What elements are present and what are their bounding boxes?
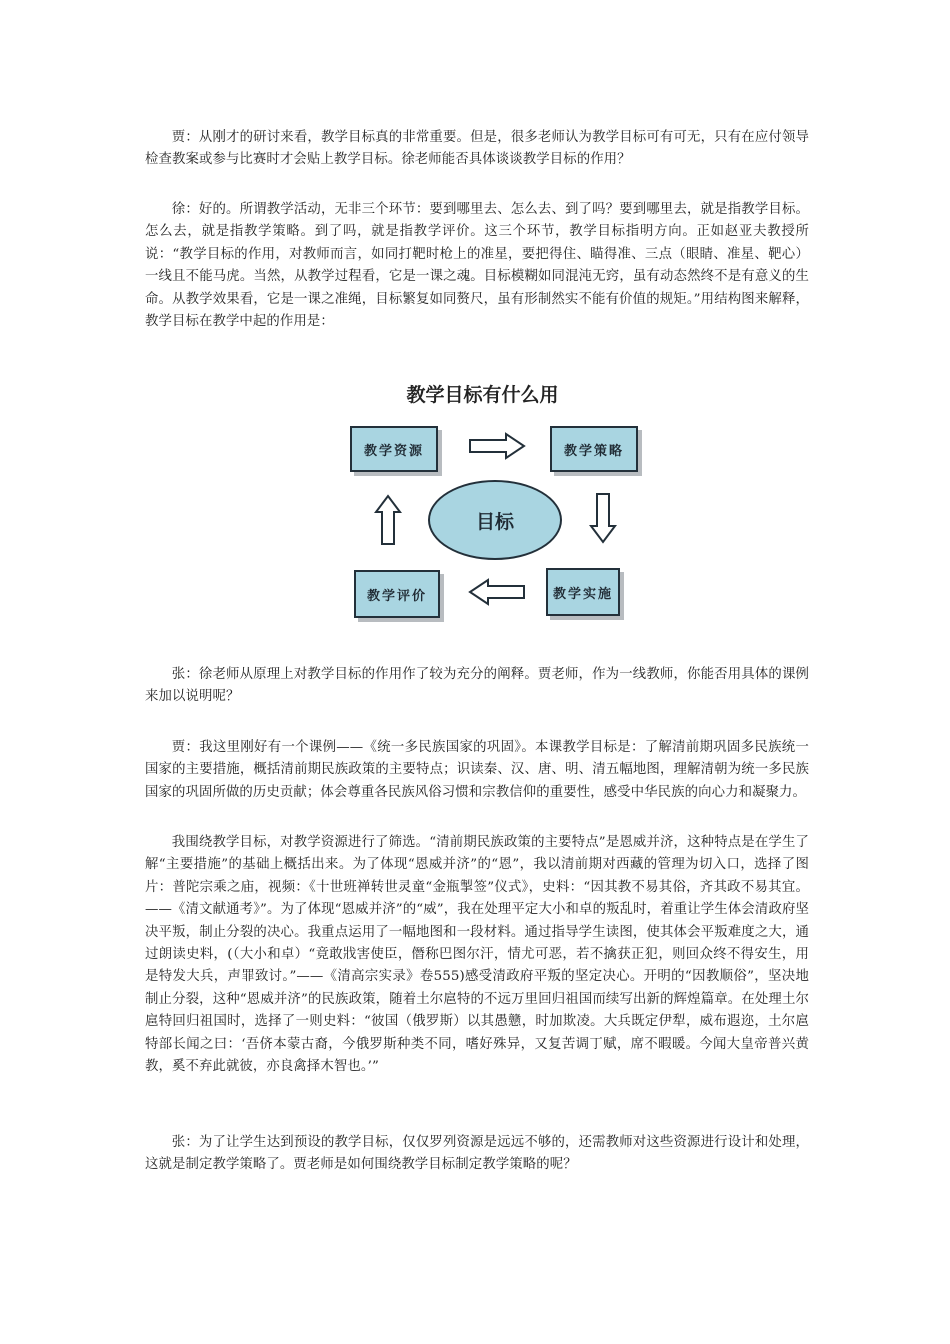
paragraph-3: 张：徐老师从原理上对教学目标的作用作了较为充分的阐释。贾老师，作为一线教师，你能否用具体的课例来加以说明呢？	[145, 667, 809, 705]
arrow-down-icon	[589, 492, 617, 544]
node-teaching-strategy: 教学策略	[550, 426, 638, 472]
goal-diagram	[340, 372, 625, 632]
paragraph-4: 贾：我这里刚好有一个课例——《统一多民族国家的巩固》。本课教学目标是：了解清前期巩固多民族统一国家的主要措施，概括清前期民族政策的主要特点；识读秦、汉、唐、明、清五幅地图，理解清朝为统一多民族国家的巩固所做的历史贡献；体会尊重各民族风俗习惯和宗教信仰的重要性，感受中华民族的向心力和凝聚力。	[145, 740, 809, 800]
node-teaching-resources: 教学资源	[350, 426, 438, 472]
diagram-title: 教学目标有什么用	[406, 384, 559, 406]
paragraph-5: 我围绕教学目标，对教学资源进行了筛选。“清前期民族政策的主要特点”是恩威并济，这种特点是在学生了解“主要措施”的基础上概括出来。为了体现“恩威并济”的“恩”，我以清前期对西藏的管理为切入口，选择了图片：普陀宗乘之庙，视频：《十世班禅转世灵童“金瓶掣签”仪式》，史料：“因其教不易其俗，齐其政不易其宜。——《清文献通考》”。为了体现“恩威并济”的“威”，我在处理平定大小和卓的叛乱时，着重让学生体会清政府坚决平叛，制止分裂的决心。我重点运用了一幅地图和一段材料。通过指导学生读图，使其体会平叛难度之大，通过朗读史料，(（大小和卓）“竟敢戕害使臣，僭称巴图尔汗，情尤可恶，若不擒获正犯，则回众终不得安生，用是特发大兵，声罪致讨。”——《清高宗实录》卷555)感受清政府平叛的坚定决心。开明的“因教顺俗”，坚决地制止分裂，这种“恩威并济”的民族政策，随着土尔扈特的不远万里回归祖国而续写出新的辉煌篇章。在处理土尔扈特回归祖国时，选择了一则史料：“彼国（俄罗斯）以其愚戆，时加欺凌。大兵既定伊犁，威布遐迩，土尔扈特部长闻之曰：‘吾侪本蒙古裔，今俄罗斯种类不同，嗜好殊异，又复苦调丁赋，席不暇暖。今闻大皇帝普兴黄教，奚不弃此就彼，亦良禽择木智也。’”	[145, 835, 809, 1075]
paragraph-1: 贾：从刚才的研讨来看，教学目标真的非常重要。但是，很多老师认为教学目标可有可无，只有在应付领导检查教案或参与比赛时才会贴上教学目标。徐老师能否具体谈谈教学目标的作用？	[145, 130, 809, 168]
center-goal-ellipse: 目标	[428, 480, 562, 560]
node-teaching-evaluation: 教学评价	[354, 570, 440, 618]
arrow-up-icon	[374, 494, 402, 546]
paragraph-2: 徐：好的。所谓教学活动，无非三个环节：要到哪里去、怎么去、到了吗？要到哪里去，就是指教学目标。怎么去，就是指教学策略。到了吗，就是指教学评价。这三个环节，教学目标指明方向。正如赵亚夫教授所说：“教学目标的作用，对教师而言，如同打靶时枪上的准星，要把得住、瞄得准、三点（眼睛、准星、靶心）一线且不能马虎。当然，从教学过程看，它是一课之魂。目标模糊如同混沌无窍，虽有动态然终不是有意义的生命。从教学效果看，它是一课之准绳，目标繁复如同赘尺，虽有形制然实不能有价值的规矩。”用结构图来解释，教学目标在教学中起的作用是：	[145, 202, 809, 330]
arrow-right-icon	[468, 432, 526, 460]
arrow-left-icon	[468, 578, 526, 606]
paragraph-6: 张：为了让学生达到预设的教学目标，仅仅罗列资源是远远不够的，还需教师对这些资源进行设计和处理，这就是制定教学策略了。贾老师是如何围绕教学目标制定教学策略的呢？	[145, 1135, 809, 1173]
node-teaching-practice: 教学实施	[546, 568, 620, 616]
